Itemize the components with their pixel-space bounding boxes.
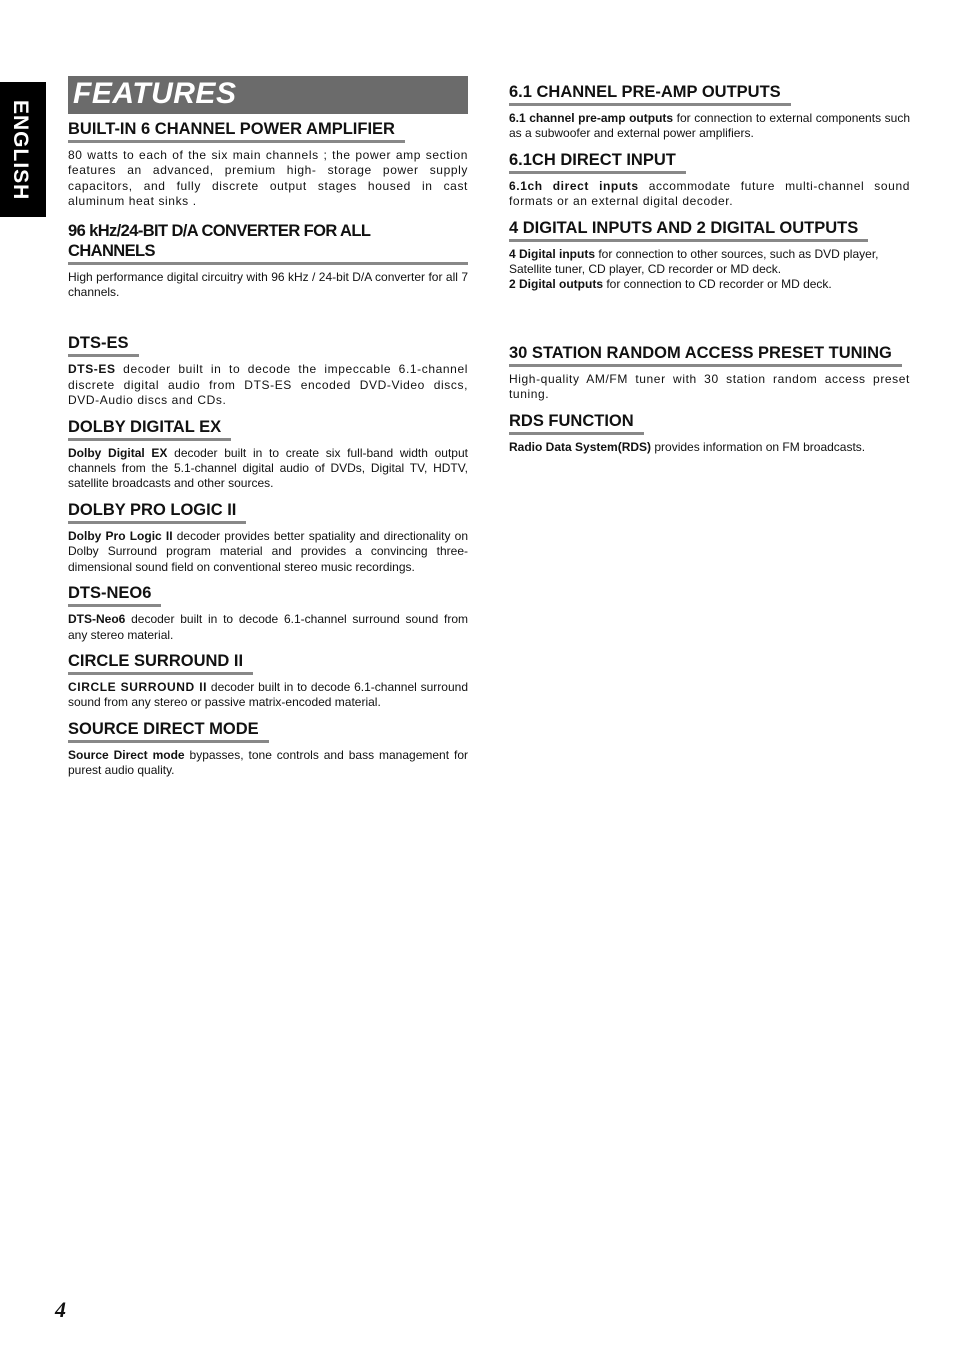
feature-lead: Dolby Pro Logic II [68, 528, 173, 543]
feature-description: Dolby Digital EX decoder built in to create six full-band width output channels from the 5.1-channel digital audio of DVDs, Digital TV, HDTV, satellite broadcasts and other sources. [68, 445, 468, 491]
language-tab-label: ENGLISH [9, 100, 32, 201]
feature-lead: 4 Digital inputs [509, 246, 596, 261]
feature-description: Radio Data System(RDS) provides information on FM broadcasts. [509, 439, 866, 454]
feature-rds [509, 411, 910, 455]
feature-description: 6.1 channel pre-amp outputs for connection to external components such as a subwoofer and external power amplifiers. [509, 111, 910, 141]
feature-source-direct [68, 719, 468, 779]
feature-dolby-digital-ex [68, 417, 468, 492]
page-number: 4 [55, 1297, 66, 1322]
feature-heading: DOLBY DIGITAL EX [68, 417, 231, 441]
feature-digital-io [509, 218, 910, 293]
feature-description: 4 Digital inputs for connection to other sources, such as DVD player, Satellite tuner, CD player, CD recorder or MD deck. 2 Digital outputs for connection to CD recorder or MD deck. [509, 246, 879, 292]
left-column [68, 119, 468, 779]
feature-heading: 96 kHz/24-BIT D/A CONVERTER FOR ALL CHANNELS [68, 221, 468, 265]
feature-description: High performance digital circuitry with 96 kHz / 24-bit D/A converter for all 7 channels. [68, 269, 468, 300]
feature-heading: DOLBY PRO LOGIC II [68, 500, 246, 524]
feature-power-amplifier [68, 119, 468, 210]
feature-description: High-quality AM/FM tuner with 30 station random access preset tuning. [509, 371, 910, 402]
feature-heading: 4 DIGITAL INPUTS AND 2 DIGITAL OUTPUTS [509, 218, 868, 242]
feature-lead: 6.1ch direct inputs [509, 178, 639, 193]
feature-da-converter [68, 221, 468, 301]
feature-description: Dolby Pro Logic II decoder provides better spatiality and directionality on Dolby Surround program material and provides a convincing three-dimensional sound field on conventional stereo music recordings. [68, 528, 469, 574]
right-column [509, 82, 910, 455]
feature-lead: 2 Digital outputs [509, 277, 603, 292]
feature-description: DTS-ES decoder built in to decode the impeccable 6.1-channel discrete digital audio from DTS-ES encoded DVD-Video discs, DVD-Audio discs and CDs. [68, 362, 468, 408]
feature-direct-input [509, 150, 910, 210]
feature-heading: CIRCLE SURROUND II [68, 651, 253, 675]
feature-lead: 6.1 channel pre-amp outputs [509, 111, 674, 125]
feature-heading: RDS FUNCTION [509, 411, 644, 435]
feature-description: CIRCLE SURROUND II decoder built in to decode 6.1-channel surround sound from any stereo or passive matrix-encoded material. [68, 679, 468, 710]
feature-lead: Dolby Digital EX [68, 445, 168, 460]
feature-dolby-pro-logic [68, 500, 468, 575]
feature-circle-surround [68, 651, 468, 711]
feature-description: Source Direct mode bypasses, tone controls and bass management for purest audio quality. [68, 747, 469, 778]
feature-dts-neo6 [68, 583, 468, 643]
feature-description: DTS-Neo6 decoder built in to decode 6.1-channel surround sound from any stereo material. [68, 612, 468, 642]
feature-lead: CIRCLE SURROUND II [68, 679, 208, 694]
feature-heading: 6.1CH DIRECT INPUT [509, 150, 686, 174]
feature-dts-es [68, 333, 468, 408]
feature-pre-amp-outputs [509, 82, 910, 142]
feature-heading: DTS-NEO6 [68, 583, 161, 607]
feature-lead: Source Direct mode [68, 747, 185, 762]
feature-lead: DTS-ES [68, 362, 116, 377]
feature-preset-tuning [509, 343, 910, 403]
page-title: FEATURES [73, 77, 237, 110]
page-title-bar [68, 76, 468, 114]
feature-lead: Radio Data System(RDS) [509, 439, 652, 454]
feature-heading: DTS-ES [68, 333, 139, 357]
feature-description: 6.1ch direct inputs accommodate future multi-channel sound formats or an external digital decoder. [509, 178, 910, 209]
language-tab [0, 82, 46, 217]
feature-heading: SOURCE DIRECT MODE [68, 719, 269, 743]
feature-lead: DTS-Neo6 [68, 612, 126, 627]
feature-heading: BUILT-IN 6 CHANNEL POWER AMPLIFIER [68, 119, 405, 143]
feature-description: 80 watts to each of the six main channels ; the power amp section features an advanced, premium high- storage power supply capacitors, and fully discrete output stages housed in cast aluminum heat sinks . [68, 148, 468, 209]
feature-heading: 30 STATION RANDOM ACCESS PRESET TUNING [509, 343, 902, 367]
feature-heading: 6.1 CHANNEL PRE-AMP OUTPUTS [509, 82, 791, 106]
